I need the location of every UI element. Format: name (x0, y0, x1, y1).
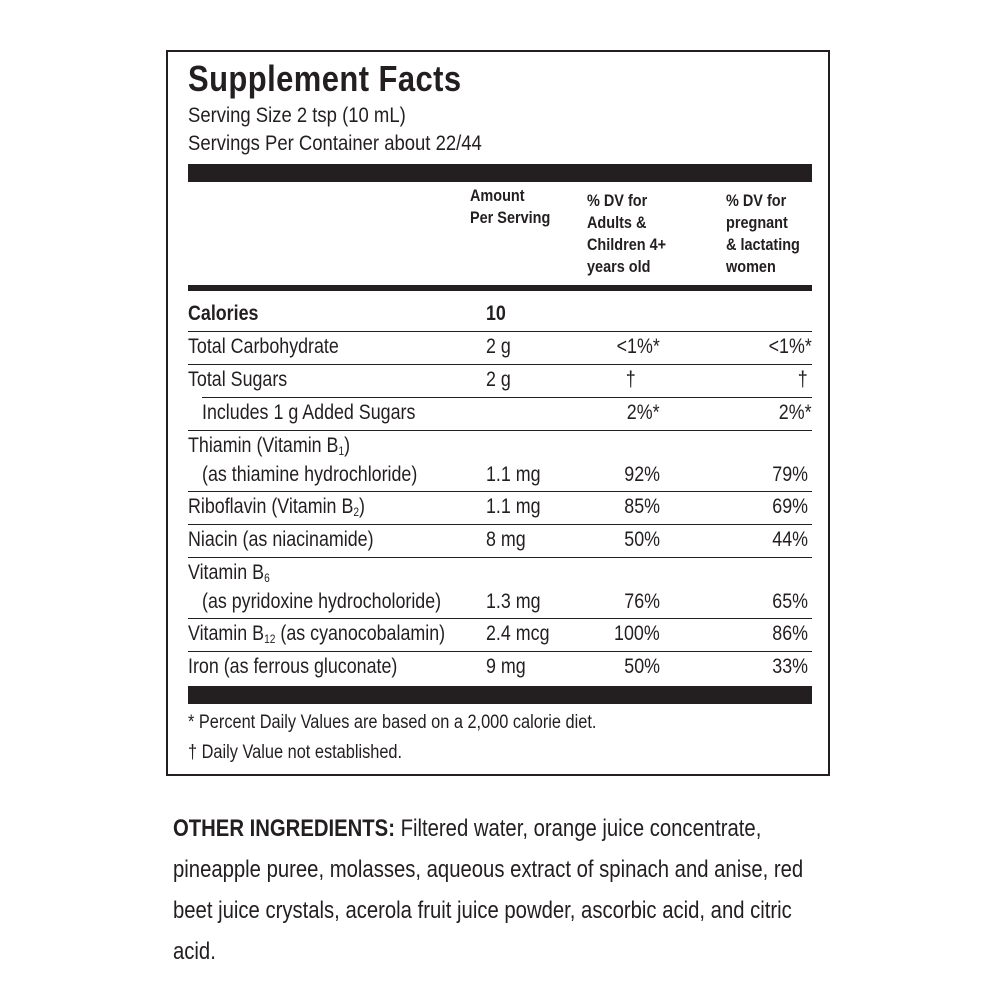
header-amount: Amount Per Serving (470, 186, 551, 227)
row-divider (188, 331, 812, 332)
row-divider (188, 618, 812, 619)
header-rule (188, 285, 812, 291)
servings-per-container: Servings Per Container about 22/44 (188, 132, 482, 155)
row-divider (188, 651, 812, 652)
row-divider (188, 557, 812, 558)
bottom-thick-bar (188, 686, 812, 704)
row-divider (202, 397, 812, 398)
row-divider (188, 430, 812, 431)
other-ingredients (173, 808, 832, 972)
panel-title: Supplement Facts (188, 58, 462, 99)
row-divider (188, 491, 812, 492)
footnote-dv: * Percent Daily Values are based on a 2,000 calorie diet. (188, 712, 597, 733)
other-ingredients-label: OTHER INGREDIENTS: (173, 815, 395, 842)
header-dv-adults: % DV for Adults & Children 4+ years old (587, 191, 667, 276)
row-divider (188, 364, 812, 365)
serving-size: Serving Size 2 tsp (10 mL) (188, 104, 406, 127)
header-dv-pregnant: % DV for pregnant & lactating women (726, 191, 800, 276)
top-thick-bar (188, 164, 812, 182)
supplement-facts-panel: Supplement Facts Serving Size 2 tsp (10 mL) Servings Per Container about 22/44 Amount Per Serving % DV for Adults & Children 4+ years old % DV for pregnant & lactating women Calories 10 Total Carbohydrate 2 g <1%* <1%* Total Sugars 2 g † † Includes 1 g Added Sugars 2%* 2%* Thiamin (Vitamin $B_1$) (as thiamine hydrochloride) 1.1 mg 92% 79% Riboflavin (Vitamin $B_2$) 1.1 mg 85% 69% Niacin (as niacinamide) 8 mg 50% 44% Vitamin $B_6$ (as pyridoxine hydrocholoride) 1.3 mg 76% 65% Vitamin $B_{12}$ (as cyanocobalamin) 2.4 mcg 100% 86% Iron (as ferrous gluconate) 9 mg 50% 33% * Percent Daily Values are based on a 2,000 calorie diet. † Daily Value not established. (166, 50, 830, 776)
footnote-dagger: † Daily Value not established. (188, 742, 403, 763)
other-ingredients-text: Filtered water, orange juice concentrate, pineapple puree, molasses, aqueous extract of spinach and anise, red beet juice crystals, acerola fruit juice powder, ascorbic acid, and citric acid. (173, 815, 804, 965)
row-divider (188, 524, 812, 525)
